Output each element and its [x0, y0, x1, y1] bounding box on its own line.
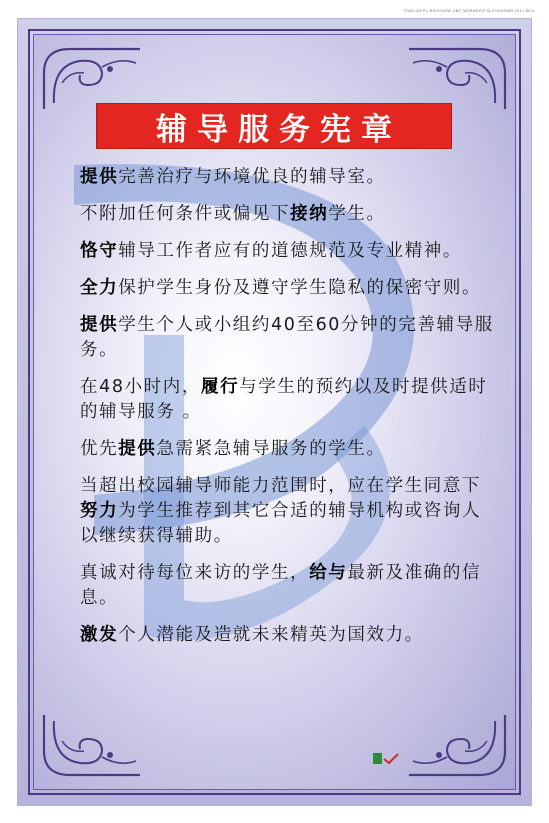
fine-print: FONG-AH PIL BROCHURE UNIT WORKSHOP SLA HIGHWAY 2011 BELL: [404, 9, 535, 13]
keyword: 提供: [118, 439, 157, 459]
list-item: [80, 313, 500, 363]
page-title: 辅导服务宪章: [156, 111, 402, 148]
keyword: 提供: [80, 315, 119, 335]
list-item: [80, 276, 500, 301]
list-item: [80, 474, 500, 549]
item-text: 当超出校园辅导师能力范围时，应在学生同意下: [80, 476, 482, 496]
list-item: [80, 561, 500, 611]
keyword: 全力: [80, 278, 119, 298]
item-text: 保护学生身份及遵守学生隐私的保密守则。: [118, 278, 482, 298]
item-text: 辅导工作者应有的道德规范及专业精神。: [118, 241, 463, 261]
item-text: 为学生推荐到其它合适的辅导机构或咨询人以继续获得辅助。: [80, 501, 482, 546]
item-text: 不附加任何条件或偏见下: [80, 204, 291, 224]
charter-list: [80, 165, 500, 660]
keyword: 努力: [80, 501, 119, 521]
keyword: 恪守: [80, 241, 119, 261]
list-item: [80, 623, 500, 648]
item-text: 学生。: [328, 204, 386, 224]
list-item: [80, 239, 500, 264]
item-text: 与学生的预约以及时提供适时的辅导服务 。: [80, 377, 488, 422]
title-banner: [96, 103, 452, 149]
item-text: 在48小时内，: [80, 377, 201, 397]
item-text: 优先: [80, 439, 119, 459]
keyword: 提供: [80, 167, 119, 187]
scroll-ornament-icon: [40, 711, 150, 781]
keyword: 履行: [200, 377, 240, 397]
item-text: 完善治疗与环境优良的辅导室。: [118, 167, 386, 187]
list-item: [80, 375, 500, 425]
list-item: [80, 437, 500, 462]
keyword: 接纳: [290, 204, 329, 224]
item-text: 最新及准确的信息。: [80, 563, 482, 608]
list-item: [80, 165, 500, 190]
scroll-ornament-icon: [399, 711, 509, 781]
publisher-logo-icon: [373, 752, 399, 765]
item-text: 急需紧急辅导服务的学生。: [156, 439, 386, 459]
list-item: [80, 202, 500, 227]
item-text: 学生个人或小组约40至60分钟的完善辅导服务。: [80, 315, 494, 360]
item-text: 真诚对待每位来访的学生，: [80, 563, 310, 583]
keyword: 给与: [309, 563, 348, 583]
item-text: 个人潜能及造就未来精英为国效力。: [118, 625, 424, 645]
keyword: 激发: [80, 625, 119, 645]
